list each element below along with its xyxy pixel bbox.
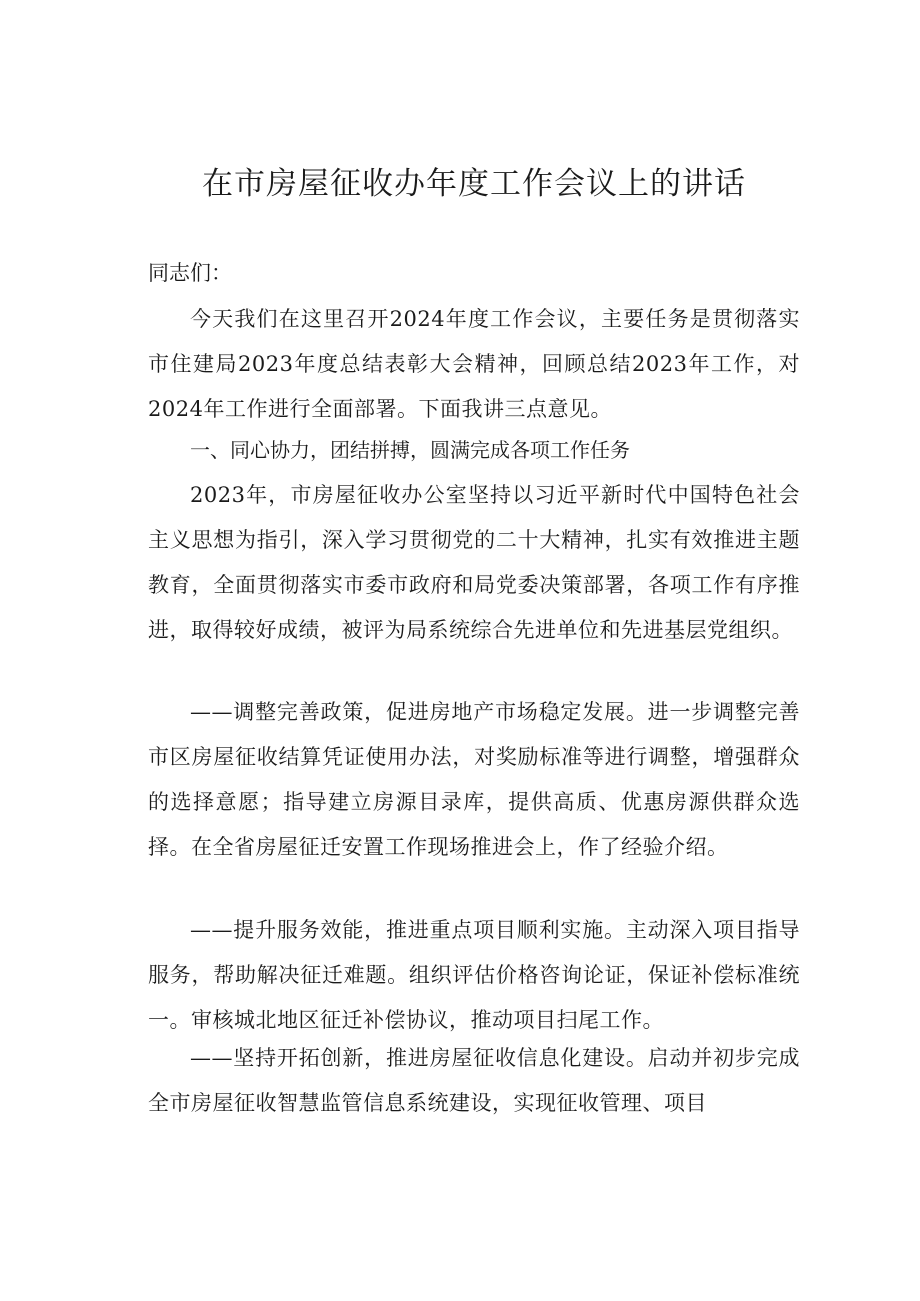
paragraph-summary-2023: 2023年，市房屋征收办公室坚持以习近平新时代中国特色社会主义思想为指引，深入学习贯彻党的二十大精神，扎实有效推进主题教育，全面贯彻落实市委市政府和局党委决策部署，各项工作有序推进，取得较好成绩，被评为局系统综合先进单位和先进基层党组织。 — [148, 483, 800, 642]
paragraph-intro: 今天我们在这里召开2024年度工作会议，主要任务是贯彻落实市住建局2023年度总结表彰大会精神，回顾总结2023年工作，对2024年工作进行全面部署。下面我讲三点意见。 — [148, 307, 800, 421]
paragraph-innovation: ——坚持开拓创新，推进房屋征收信息化建设。启动并初步完成全市房屋征收智慧监管信息系统建设，实现征收管理、项目 — [148, 1046, 800, 1115]
paragraph-service: ——提升服务效能，推进重点项目顺利实施。主动深入项目指导服务，帮助解决征迁难题。组织评估价格咨询论证，保证补偿标准统一。审核城北地区征迁补偿协议，推动项目扫尾工作。 — [148, 918, 800, 1032]
section-heading-1: 一、同心协力，团结拼搏，圆满完成各项工作任务 — [190, 438, 630, 462]
salutation: 同志们： — [148, 261, 232, 285]
document-title: 在市房屋征收办年度工作会议上的讲话 — [202, 166, 746, 202]
paragraph-policy: ——调整完善政策，促进房地产市场稳定发展。进一步调整完善市区房屋征收结算凭证使用办法，对奖励标准等进行调整，增强群众的选择意愿；指导建立房源目录库，提供高质、优惠房源供群众选择。在全省房屋征迁安置工作现场推进会上，作了经验介绍。 — [148, 700, 800, 859]
